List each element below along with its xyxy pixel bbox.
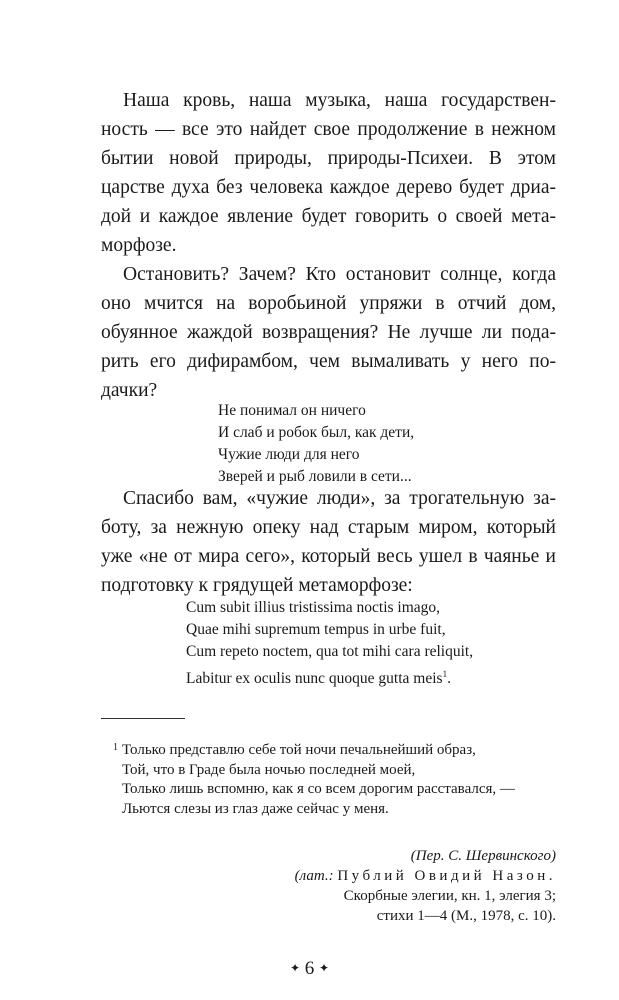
- author-name: Публий Овидий Назон.: [337, 868, 556, 884]
- text-line: бытии новой природы, природы-Психеи. В этом: [101, 148, 556, 169]
- footnote-reference[interactable]: 1: [442, 669, 448, 679]
- footnote-line: Только лишь вспомню, как я со всем дорогим расставался, —: [122, 781, 515, 797]
- ornament-icon: ✦: [319, 961, 330, 975]
- footnote-attribution: [295, 846, 556, 926]
- footnote-mark: 1: [113, 742, 118, 753]
- text-line: подготовку к грядущей метаморфозе:: [101, 575, 413, 596]
- text-line: оно мчится на воробьиной упряжи в отчий дом,: [101, 293, 556, 314]
- text-line: царстве духа без человека каждое дерево будет дриа-: [101, 177, 556, 198]
- paragraph-3: [101, 484, 556, 600]
- text-line: ность — все это найдет свое продолжение в нежном: [101, 119, 556, 140]
- text-line: Остановить? Зачем? Кто остановит солнце, когда: [123, 264, 556, 285]
- poem-russian: [218, 400, 414, 488]
- text-line: Спасибо вам, «чужие люди», за трогательную за-: [123, 488, 556, 509]
- text-line: боту, за нежную опеку над старым миром, который: [101, 517, 556, 538]
- page-number-footer: [0, 958, 619, 980]
- footnote: [113, 741, 515, 819]
- text-line: Наша кровь, наша музыка, наша государствен-: [123, 90, 556, 111]
- page-number: 6: [304, 958, 315, 979]
- text-line: морфозе.: [101, 235, 177, 256]
- work-title: Скорбные элегии, кн. 1, элегия 3;: [343, 888, 556, 904]
- verse-line: Labitur ex oculis nunc quoque gutta meis: [186, 670, 443, 688]
- footnote-line: Той, что в Граде была ночью последней моей,: [122, 761, 416, 778]
- footnote-line: Льются слезы из глаз даже сейчас у меня.: [122, 800, 389, 817]
- text-line: дой и каждое явление будет говорить о своей мета-: [101, 206, 556, 227]
- verse-line: Cum repeto noctem, qua tot mihi cara reliquit,: [186, 643, 474, 660]
- text-line: дачки?: [101, 380, 158, 401]
- paragraph-1: [101, 86, 556, 405]
- verse-reference: стихи 1—4 (М., 1978, с. 10).: [376, 908, 556, 924]
- verse-line: Cum subit illius tristissima noctis imago,: [186, 599, 441, 616]
- ornament-icon: ✦: [289, 961, 300, 975]
- verse-line: Зверей и рыб ловили в сети...: [218, 468, 412, 485]
- text-line: рить его дифирамбом, чем вымаливать у него по-: [101, 351, 556, 372]
- verse-line: Не понимал он ничего: [218, 402, 366, 419]
- text-line: уже «не от мира сего», который весь ушел в чаянье и: [101, 546, 556, 567]
- footnote-divider: [101, 718, 185, 719]
- translator-credit: (Пер. С. Шервинского): [410, 848, 556, 864]
- poem-latin: Cum subit illius tristissima noctis imago, Quae mihi supremum tempus in urbe fuit, Cum repeto noctem, qua tot mihi cara reliquit, Labitur ex oculis nunc quoque gutta meis$^1$.: [186, 599, 474, 688]
- footnote-line: Только представлю себе той ночи печальнейший образ,: [122, 742, 476, 758]
- verse-line: Quae mihi supremum tempus in urbe fuit,: [186, 621, 446, 638]
- text-line: обуянное жаждой возвращения? Не лучше ли пода-: [101, 322, 556, 343]
- verse-line: Чужие люди для него: [218, 446, 360, 463]
- language-note: (лат.:: [294, 868, 334, 884]
- verse-line: И слаб и робок был, как дети,: [218, 424, 415, 441]
